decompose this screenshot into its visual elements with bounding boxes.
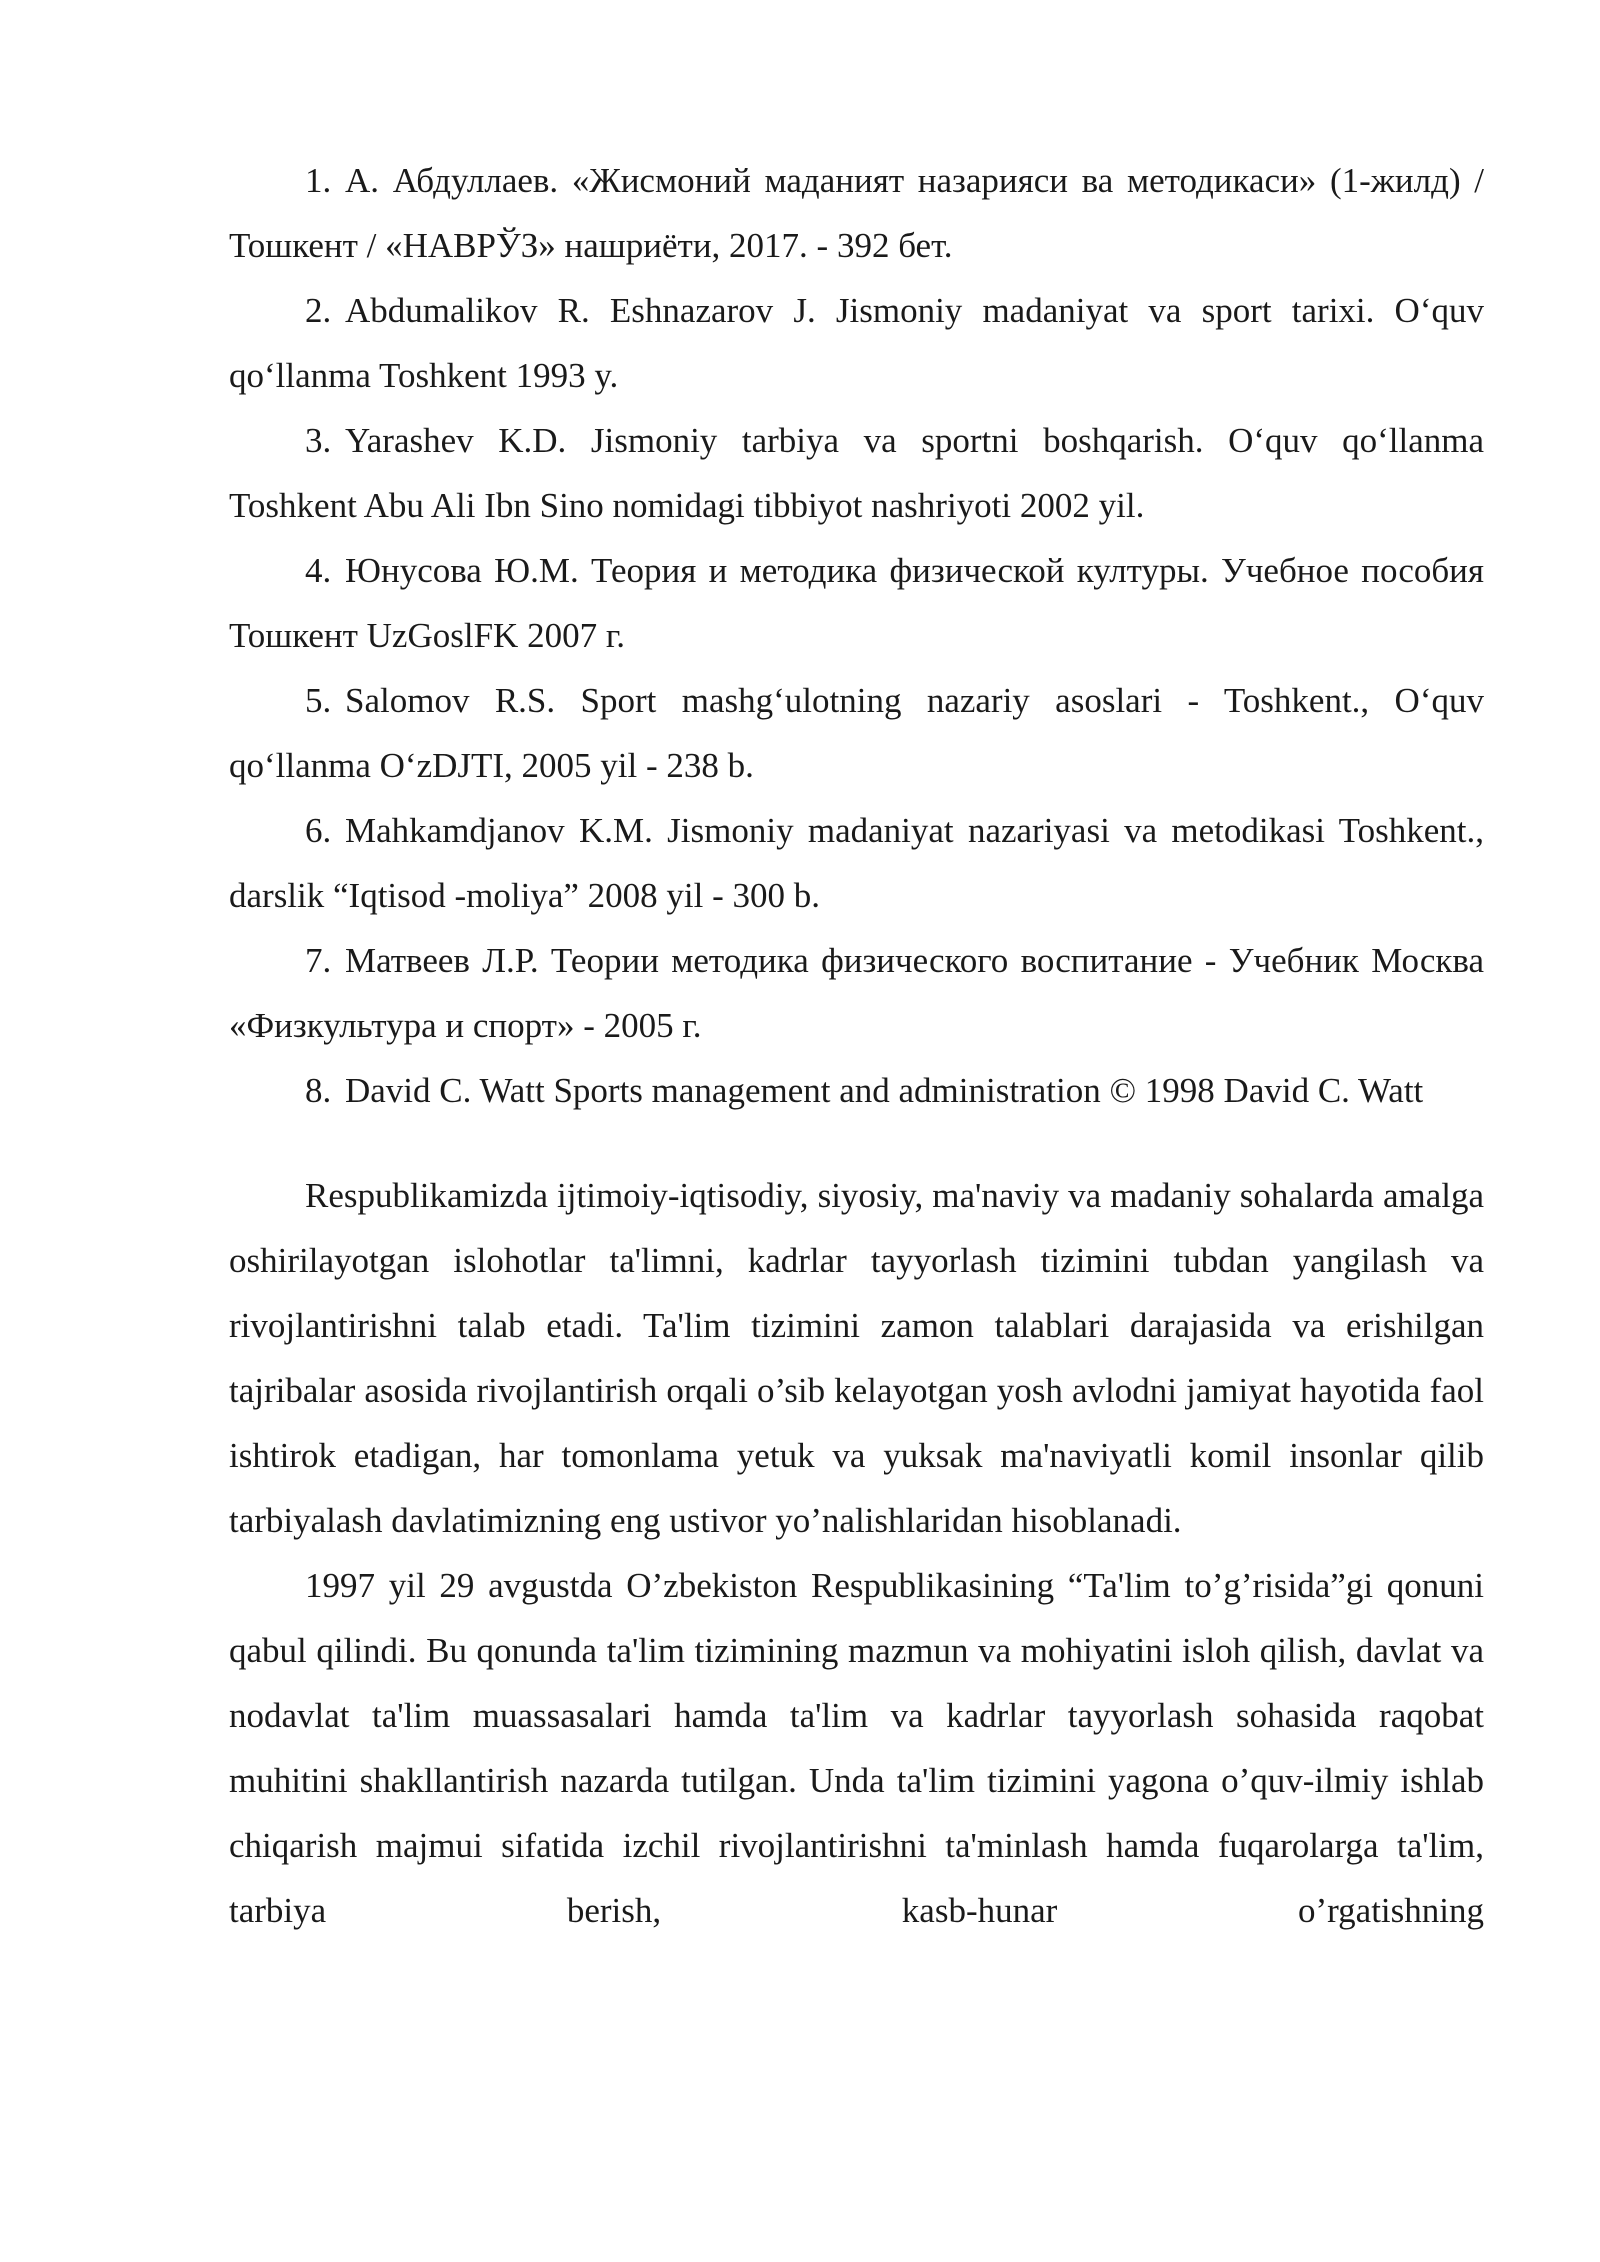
section-spacer <box>229 1123 1484 1163</box>
body-paragraph: 1997 yil 29 avgustda O’zbekiston Respublikasining “Ta'lim to’g’risida”gi qonuni qabul qilindi. Bu qonunda ta'lim tizimining mazmun va mohiyatini isloh qilish, davlat va nodavlat ta'lim muassasalari hamda ta'lim va kadrlar tayyorlash sohasida raqobat muhitini shakllantirish nazarda tutilgan. Unda ta'lim tizimini yagona o’quv-ilmiy ishlab chiqarish majmui sifatida izchil rivojlantirishni ta'minlash hamda fuqarolarga ta'lim, tarbiya berish, kasb-hunar o’rgatishning <box>229 1566 1484 1930</box>
reference-item <box>229 278 1484 408</box>
document-page <box>229 148 1484 1943</box>
reference-text: Salomov R.S. Sport mashg‘ulotning nazariy asoslari - Toshkent., O‘quv qo‘llanma O‘zDJTI, 2005 yil - 238 b. <box>229 681 1484 785</box>
reference-item <box>229 1058 1484 1123</box>
reference-number: 6. <box>305 811 332 850</box>
reference-item <box>229 148 1484 278</box>
reference-text: Yarashev K.D. Jismoniy tarbiya va sportni boshqarish. O‘quv qo‘llanma Toshkent Abu Ali Ibn Sino nomidagi tibbiyot nashriyoti 2002 yil. <box>229 421 1484 525</box>
reference-item <box>229 538 1484 668</box>
reference-number: 7. <box>305 941 332 980</box>
reference-item <box>229 408 1484 538</box>
reference-number: 8. <box>305 1071 332 1110</box>
reference-number: 4. <box>305 551 332 590</box>
reference-text: А. Абдуллаев. «Жисмоний маданият назарияси ва методикаси» (1-жилд) / Тошкент / «НАВРЎЗ» нашриёти, 2017. - 392 бет. <box>229 161 1484 265</box>
reference-list <box>229 148 1484 1123</box>
reference-text: David C. Watt Sports management and administration © 1998 David C. Watt <box>345 1071 1424 1110</box>
reference-number: 5. <box>305 681 332 720</box>
reference-text: Abdumalikov R. Eshnazarov J. Jismoniy madaniyat va sport tarixi. O‘quv qo‘llanma Toshkent 1993 y. <box>229 291 1484 395</box>
reference-number: 2. <box>305 291 332 330</box>
reference-number: 1. <box>305 161 332 200</box>
reference-item <box>229 798 1484 928</box>
reference-text: Матвеев Л.Р. Теории методика физического воспитание - Учебник Москва «Физкультура и спорт» - 2005 г. <box>229 941 1484 1045</box>
reference-number: 3. <box>305 421 332 460</box>
reference-item <box>229 668 1484 798</box>
body-paragraph: Respublikamizda ijtimoiy-iqtisodiy, siyosiy, ma'naviy va madaniy sohalarda amalga oshirilayotgan islohotlar ta'limni, kadrlar tayyorlash tizimini tubdan yangilash va rivojlantirishni talab etadi. Ta'lim tizimini zamon talablari darajasida va erishilgan tajribalar asosida rivojlantirish orqali o’sib kelayotgan yosh avlodni jamiyat hayotida faol ishtirok etadigan, har tomonlama yetuk va yuksak ma'naviyatli komil insonlar qilib tarbiyalash davlatimizning eng ustivor yo’nalishlaridan hisoblanadi. <box>229 1176 1484 1540</box>
reference-text: Юнусова Ю.М. Теория и методика физической културы. Учебное пособия Тошкент UzGoslFK 2007 г. <box>229 551 1484 655</box>
reference-text: Mahkamdjanov K.M. Jismoniy madaniyat nazariyasi va metodikasi Toshkent., darslik “Iqtisod -moliya” 2008 yil - 300 b. <box>229 811 1484 915</box>
reference-item <box>229 928 1484 1058</box>
